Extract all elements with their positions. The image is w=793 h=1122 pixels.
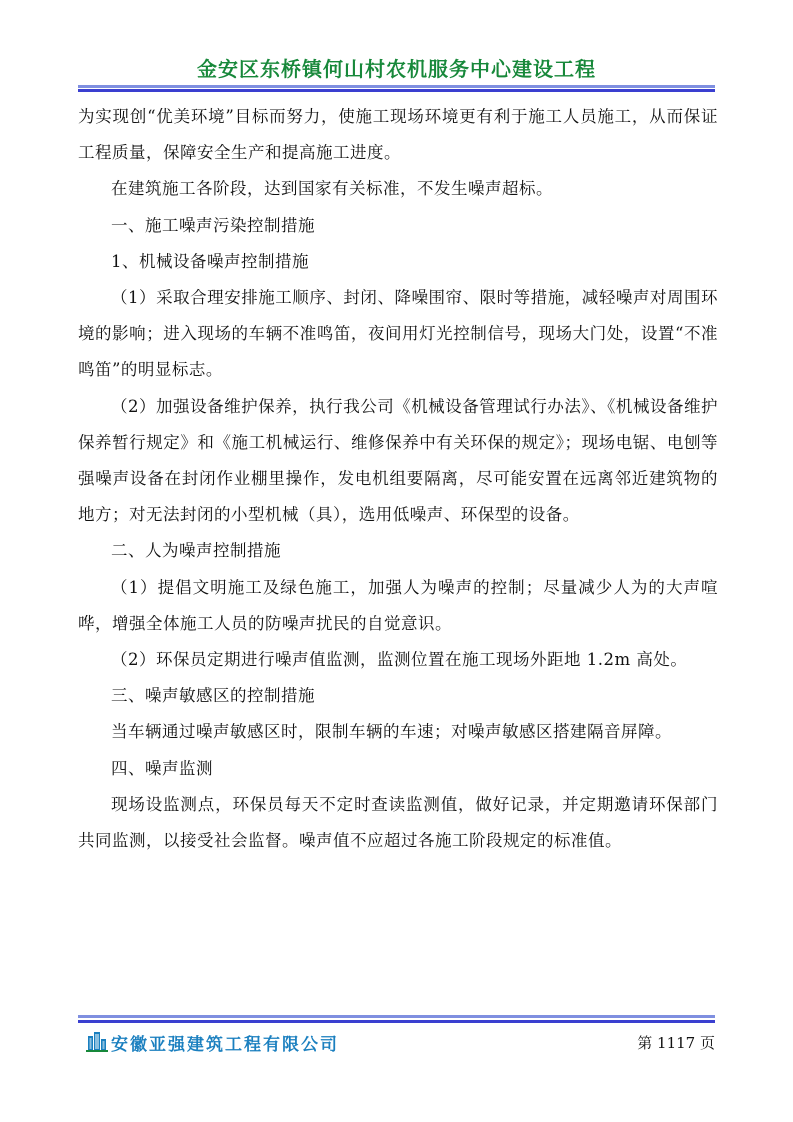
footer-divider-dark [78, 1020, 715, 1023]
section-heading-human-noise: 二、人为噪声控制措施 [111, 541, 281, 561]
paragraph-human-2: （2）环保员定期进行噪声值监测，监测位置在施工现场外距地 1.2m 高处。 [111, 650, 688, 670]
document-body [78, 99, 718, 859]
footer-company-name: 安徽亚强建筑工程有限公司 [111, 1035, 339, 1055]
footer-divider-light [78, 1015, 715, 1018]
header-divider-dark [78, 89, 715, 92]
section-heading-sensitive-area: 三、噪声敏感区的控制措施 [111, 686, 315, 706]
paragraph-machinery-1: （1）采取合理安排施工顺序、封闭、降噪围帘、限时等措施，减轻噪声对周围环境的影响；进入现场的车辆不准鸣笛，夜间用灯光控制信号，现场大门处，设置“不准鸣笛”的明显标志。 [78, 288, 718, 380]
subsection-heading-machinery-noise: 1、机械设备噪声控制措施 [111, 251, 309, 271]
section-heading-noise-monitoring: 四、噪声监测 [111, 758, 213, 778]
section-heading-construction-noise: 一、施工噪声污染控制措施 [111, 215, 315, 235]
footer-page-number: 第 1117 页 [637, 1034, 715, 1052]
paragraph-sensitive-area: 当车辆通过噪声敏感区时，限制车辆的车速；对噪声敏感区搭建隔音屏障。 [111, 722, 672, 742]
paragraph-intro: 为实现创“优美环境”目标而努力，使施工现场环境更有利于施工人员施工，从而保证工程质量，保障安全生产和提高施工进度。 [78, 107, 718, 163]
building-logo-icon [86, 1030, 108, 1052]
paragraph-machinery-2: （2）加强设备维护保养，执行我公司《机械设备管理试行办法》、《机械设备维护保养暂行规定》和《施工机械运行、维修保养中有关环保的规定》；现场电锯、电刨等强噪声设备在封闭作业棚里操作，发电机组要隔离，尽可能安置在远离邻近建筑物的地方；对无法封闭的小型机械（具），选用低噪声、环保型的设备。 [78, 396, 718, 525]
page-header-title: 金安区东桥镇何山村农机服务中心建设工程 [197, 57, 596, 81]
paragraph-standard: 在建筑施工各阶段，达到国家有关标准，不发生噪声超标。 [111, 179, 553, 199]
paragraph-noise-monitoring: 现场设监测点，环保员每天不定时查读监测值，做好记录，并定期邀请环保部门共同监测，以接受社会监督。噪声值不应超过各施工阶段规定的标准值。 [78, 794, 718, 851]
header-divider-light [78, 85, 715, 88]
paragraph-human-1: （1）提倡文明施工及绿色施工，加强人为噪声的控制；尽量减少人为的大声喧哗，增强全体施工人员的防噪声扰民的自觉意识。 [78, 577, 718, 633]
